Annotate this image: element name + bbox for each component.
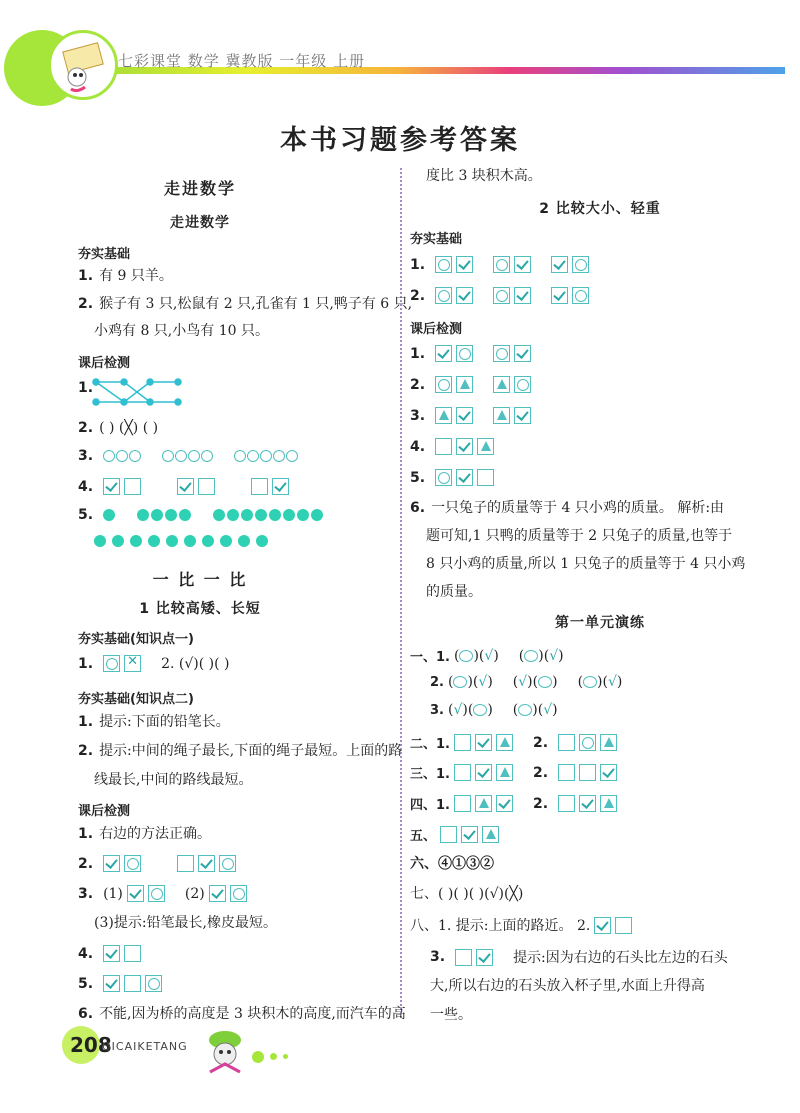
header-mascot-icon <box>48 30 118 100</box>
lesson-title: 1 比较高矮、长短 <box>139 601 261 617</box>
answer-line: 8 只小鸡的质量,所以 1 只兔子的质量等于 4 只小鸡 <box>426 556 746 572</box>
answer-line: 七、( )( )( )(√)(╳) <box>410 886 524 902</box>
series-title: 七彩课堂 数学 冀教版 一年级 上册 <box>118 52 366 70</box>
answer-text: ( ) (╳) ( ) <box>99 420 159 436</box>
answer-text: (1) <box>103 885 123 902</box>
answer-text: 2. (√)( )( ) <box>161 655 230 672</box>
chapter-title: 一 比 一 比 <box>152 570 248 589</box>
answer-text: 猴子有 3 只,松鼠有 2 只,孔雀有 1 只,鸭子有 6 只, <box>99 296 413 312</box>
answer-line: 2. ( )(√) (√)( ) ( )(√) <box>430 674 623 690</box>
lesson-title: 2 比较大小、轻重 <box>539 201 661 217</box>
answer-line: 2. 猴子有 3 只,松鼠有 2 只,孔雀有 1 只,鸭子有 6 只, <box>78 296 413 312</box>
answer-line: 题可知,1 只鸭的质量等于 2 只兔子的质量,也等于 <box>426 528 733 544</box>
answer-line: 4. <box>78 945 141 962</box>
answer-line: 小鸡有 8 只,小鸟有 10 只。 <box>94 323 269 339</box>
chapter-title: 走进数学 <box>163 179 236 198</box>
answer-line: 1. 提示:下面的铅笔长。 <box>78 714 230 730</box>
answer-line: 2. 提示:中间的绳子最长,下面的绳子最短。上面的路 <box>78 743 403 759</box>
answer-line: 3. (1) (2) <box>78 885 247 902</box>
section-heading: 课后检测 <box>410 322 463 337</box>
answer-line: 1. <box>410 345 531 362</box>
answer-line: 3. <box>78 448 299 464</box>
section-heading: 夯实基础 <box>410 232 463 247</box>
answer-line: 5. <box>78 507 325 523</box>
answer-line: 四、1. 2. <box>410 794 617 813</box>
answer-line: 三、1. 2. <box>410 763 617 782</box>
answer-text: (2) <box>184 885 205 902</box>
answer-line: 2. <box>78 855 236 872</box>
answer-line: 度比 3 块积木高。 <box>426 168 542 184</box>
matching-lines-figure <box>92 378 184 408</box>
answer-text: 提示:下面的铅笔长。 <box>99 714 230 730</box>
answer-line <box>410 915 632 935</box>
answer-line: 六、④①③② <box>410 856 494 872</box>
section-heading: 课后检测 <box>78 356 131 371</box>
answer-line: 3. <box>410 407 531 424</box>
section-heading: 夯实基础 <box>78 247 131 262</box>
unit-exercise-title: 第一单元演练 <box>555 615 645 631</box>
answer-line: 4. <box>78 478 289 495</box>
answer-text: 一只兔子的质量等于 4 只小鸡的质量。 解析:由 <box>431 500 725 516</box>
answer-text: 提示:中间的绳子最长,下面的绳子最短。上面的路 <box>99 743 403 759</box>
answer-line: (3)提示:铅笔最长,橡皮最短。 <box>94 915 277 931</box>
answer-line: 1. <box>78 380 94 396</box>
answer-line: 五、 <box>410 825 499 844</box>
answer-line: 6. 一只兔子的质量等于 4 只小鸡的质量。 解析:由 <box>410 500 725 516</box>
answer-line: 一些。 <box>430 1007 472 1023</box>
answer-line: 2. ( ) (╳) ( ) <box>78 420 159 436</box>
section-heading: 夯实基础(知识点一) <box>78 632 194 647</box>
answer-line: 线最长,中间的路线最短。 <box>94 772 253 788</box>
answer-line: 二、1. 2. <box>410 733 617 752</box>
section-heading: 夯实基础(知识点二) <box>78 692 194 707</box>
answer-line: 一、1. ( )(√) ( )(√) <box>410 647 564 665</box>
answer-line: 2. <box>410 287 589 304</box>
answer-line: 1. ✕ 2. (√)( )( ) <box>78 655 229 672</box>
answer-line: 大,所以右边的石头放入杯子里,水面上升得高 <box>430 978 705 994</box>
answer-text: 八、1. 提示:上面的路近。 2. <box>410 918 591 934</box>
lesson-title: 走进数学 <box>170 215 230 231</box>
page-number: 208 <box>70 1033 112 1057</box>
footer-mascot-icon <box>200 1028 250 1080</box>
answer-line: 3. 提示:因为右边的石头比左边的石头 <box>430 949 728 966</box>
answer-line: 4. <box>410 438 494 455</box>
answer-line: 2. <box>410 376 531 393</box>
answer-text: 右边的方法正确。 <box>99 826 212 842</box>
dots-row <box>94 535 270 547</box>
answer-line: 5. <box>410 469 494 486</box>
answer-line: 3. (√)( ) ( )(√) <box>430 702 558 718</box>
answer-line: 5. <box>78 975 162 992</box>
page-title: 本书习题参考答案 <box>280 125 520 156</box>
answer-line: 1. 右边的方法正确。 <box>78 826 212 842</box>
footer-brand: QICAIKETANG <box>102 1040 188 1053</box>
answer-text: 有 9 只羊。 <box>99 268 173 284</box>
answer-line: 6. 不能,因为桥的高度是 3 块积木的高度,而汽车的高 <box>78 1006 406 1022</box>
footer-dots <box>252 1046 294 1065</box>
answer-text: 提示:因为右边的石头比左边的石头 <box>513 950 728 966</box>
answer-line: 的质量。 <box>426 584 482 600</box>
answer-line: 1. 有 9 只羊。 <box>78 268 173 284</box>
answer-line: 1. <box>410 256 589 273</box>
section-heading: 课后检测 <box>78 804 131 819</box>
answer-text: 不能,因为桥的高度是 3 块积木的高度,而汽车的高 <box>99 1006 406 1022</box>
